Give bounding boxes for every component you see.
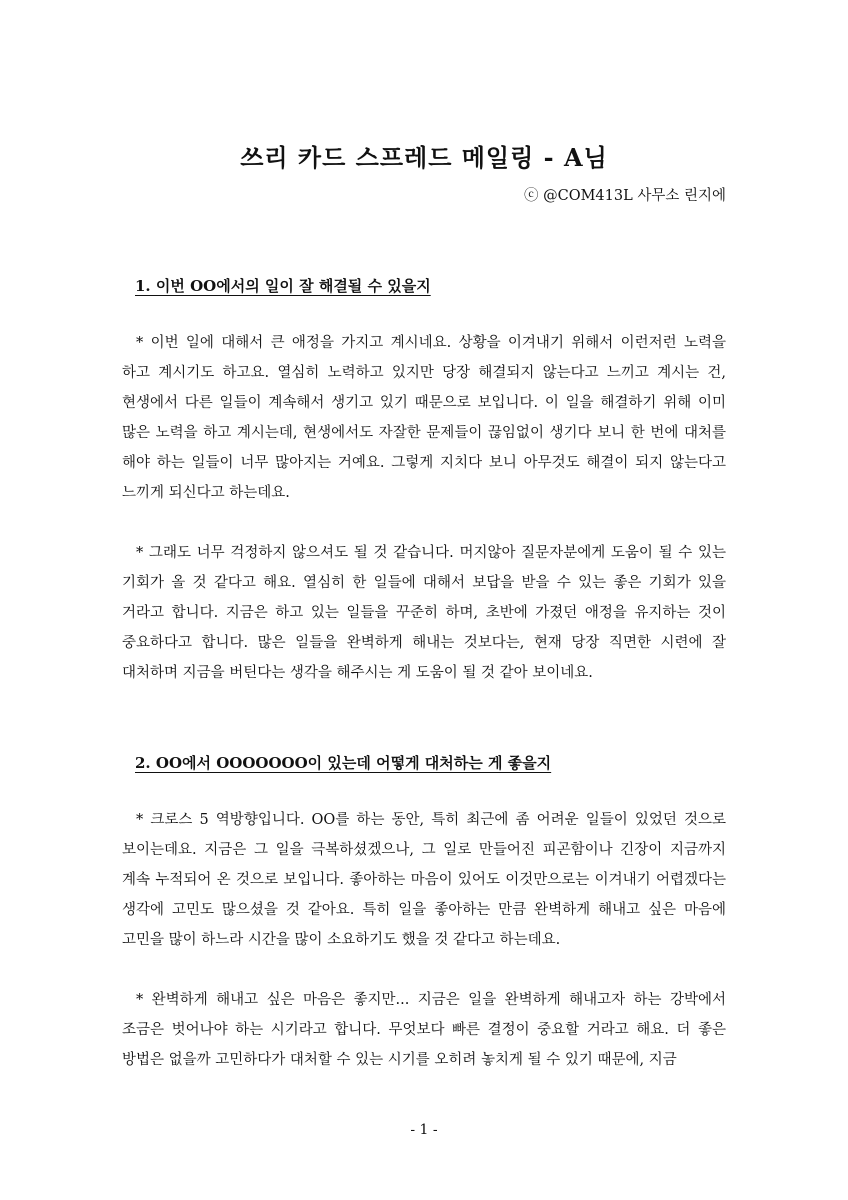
section-1-paragraph-1: * 이번 일에 대해서 큰 애정을 가지고 계시네요. 상황을 이겨내기 위해서 이런저런 노력을 하고 계시기도 하고요. 열심히 노력하고 있지만 당장 해결되지 않는다고 느끼고 계시는 건, 현생에서 다른 일들이 계속해서 생기고 있기 때문으로 보입니다. 이 일을 해결하기 위해 이미 많은 노력을 하고 계시는데, 현생에서도 자잘한 문제들이 끊임없이 생기다 보니 한 번에 대처를 해야 하는 일들이 너무 많아지는 거예요. 그렇게 지치다 보니 아무것도 해결이 되지 않는다고 느끼게 되신다고 하는데요.	[122, 335, 726, 501]
section-1-paragraph-2: * 그래도 너무 걱정하지 않으셔도 될 것 같습니다. 머지않아 질문자분에게 도움이 될 수 있는 기회가 올 것 같다고 해요. 열심히 한 일들에 대해서 보답을 받을 수 있는 좋은 기회가 있을 거라고 합니다. 지금은 하고 있는 일들을 꾸준히 하며, 초반에 가졌던 애정을 유지하는 것이 중요하다고 합니다. 많은 일들을 완벽하게 해내는 것보다는, 현재 당장 직면한 시련에 잘 대처하며 지금을 버틴다는 생각을 해주시는 게 도움이 될 것 같아 보이네요.	[122, 545, 726, 681]
section-2-paragraph-1: * 크로스 5 역방향입니다. OO를 하는 동안, 특히 최근에 좀 어려운 일들이 있었던 것으로 보이는데요. 지금은 그 일을 극복하셨겠으나, 그 일로 만들어진 피곤함이나 긴장이 지금까지 계속 누적되어 온 것으로 보입니다. 좋아하는 마음이 있어도 이것만으로는 이겨내기 어렵겠다는 생각에 고민도 많으셨을 것 같아요. 특히 일을 좋아하는 만큼 완벽하게 해내고 싶은 마음에 고민을 많이 하느라 시간을 많이 소요하기도 했을 것 같다고 하는데요.	[122, 812, 726, 948]
copyright-line: ⓒ @COM413L 사무소 린지에	[523, 188, 726, 204]
page-number: - 1 -	[410, 1122, 438, 1138]
document-title: 쓰리 카드 스프레드 메일링 - A님	[240, 143, 608, 172]
section-2-paragraph-2: * 완벽하게 해내고 싶은 마음은 좋지만... 지금은 일을 완벽하게 해내고자 하는 강박에서 조금은 벗어나야 하는 시기라고 합니다. 무엇보다 빠른 결정이 중요할 거라고 해요. 더 좋은 방법은 없을까 고민하다가 대처할 수 있는 시기를 오히려 놓치게 될 수 있기 때문에, 지금	[122, 992, 726, 1068]
section-1-heading: 1. 이번 OO에서의 일이 잘 해결될 수 있을지	[135, 277, 431, 295]
section-2-heading: 2. OO에서 OOOOOOO이 있는데 어떻게 대처하는 게 좋을지	[135, 754, 552, 772]
